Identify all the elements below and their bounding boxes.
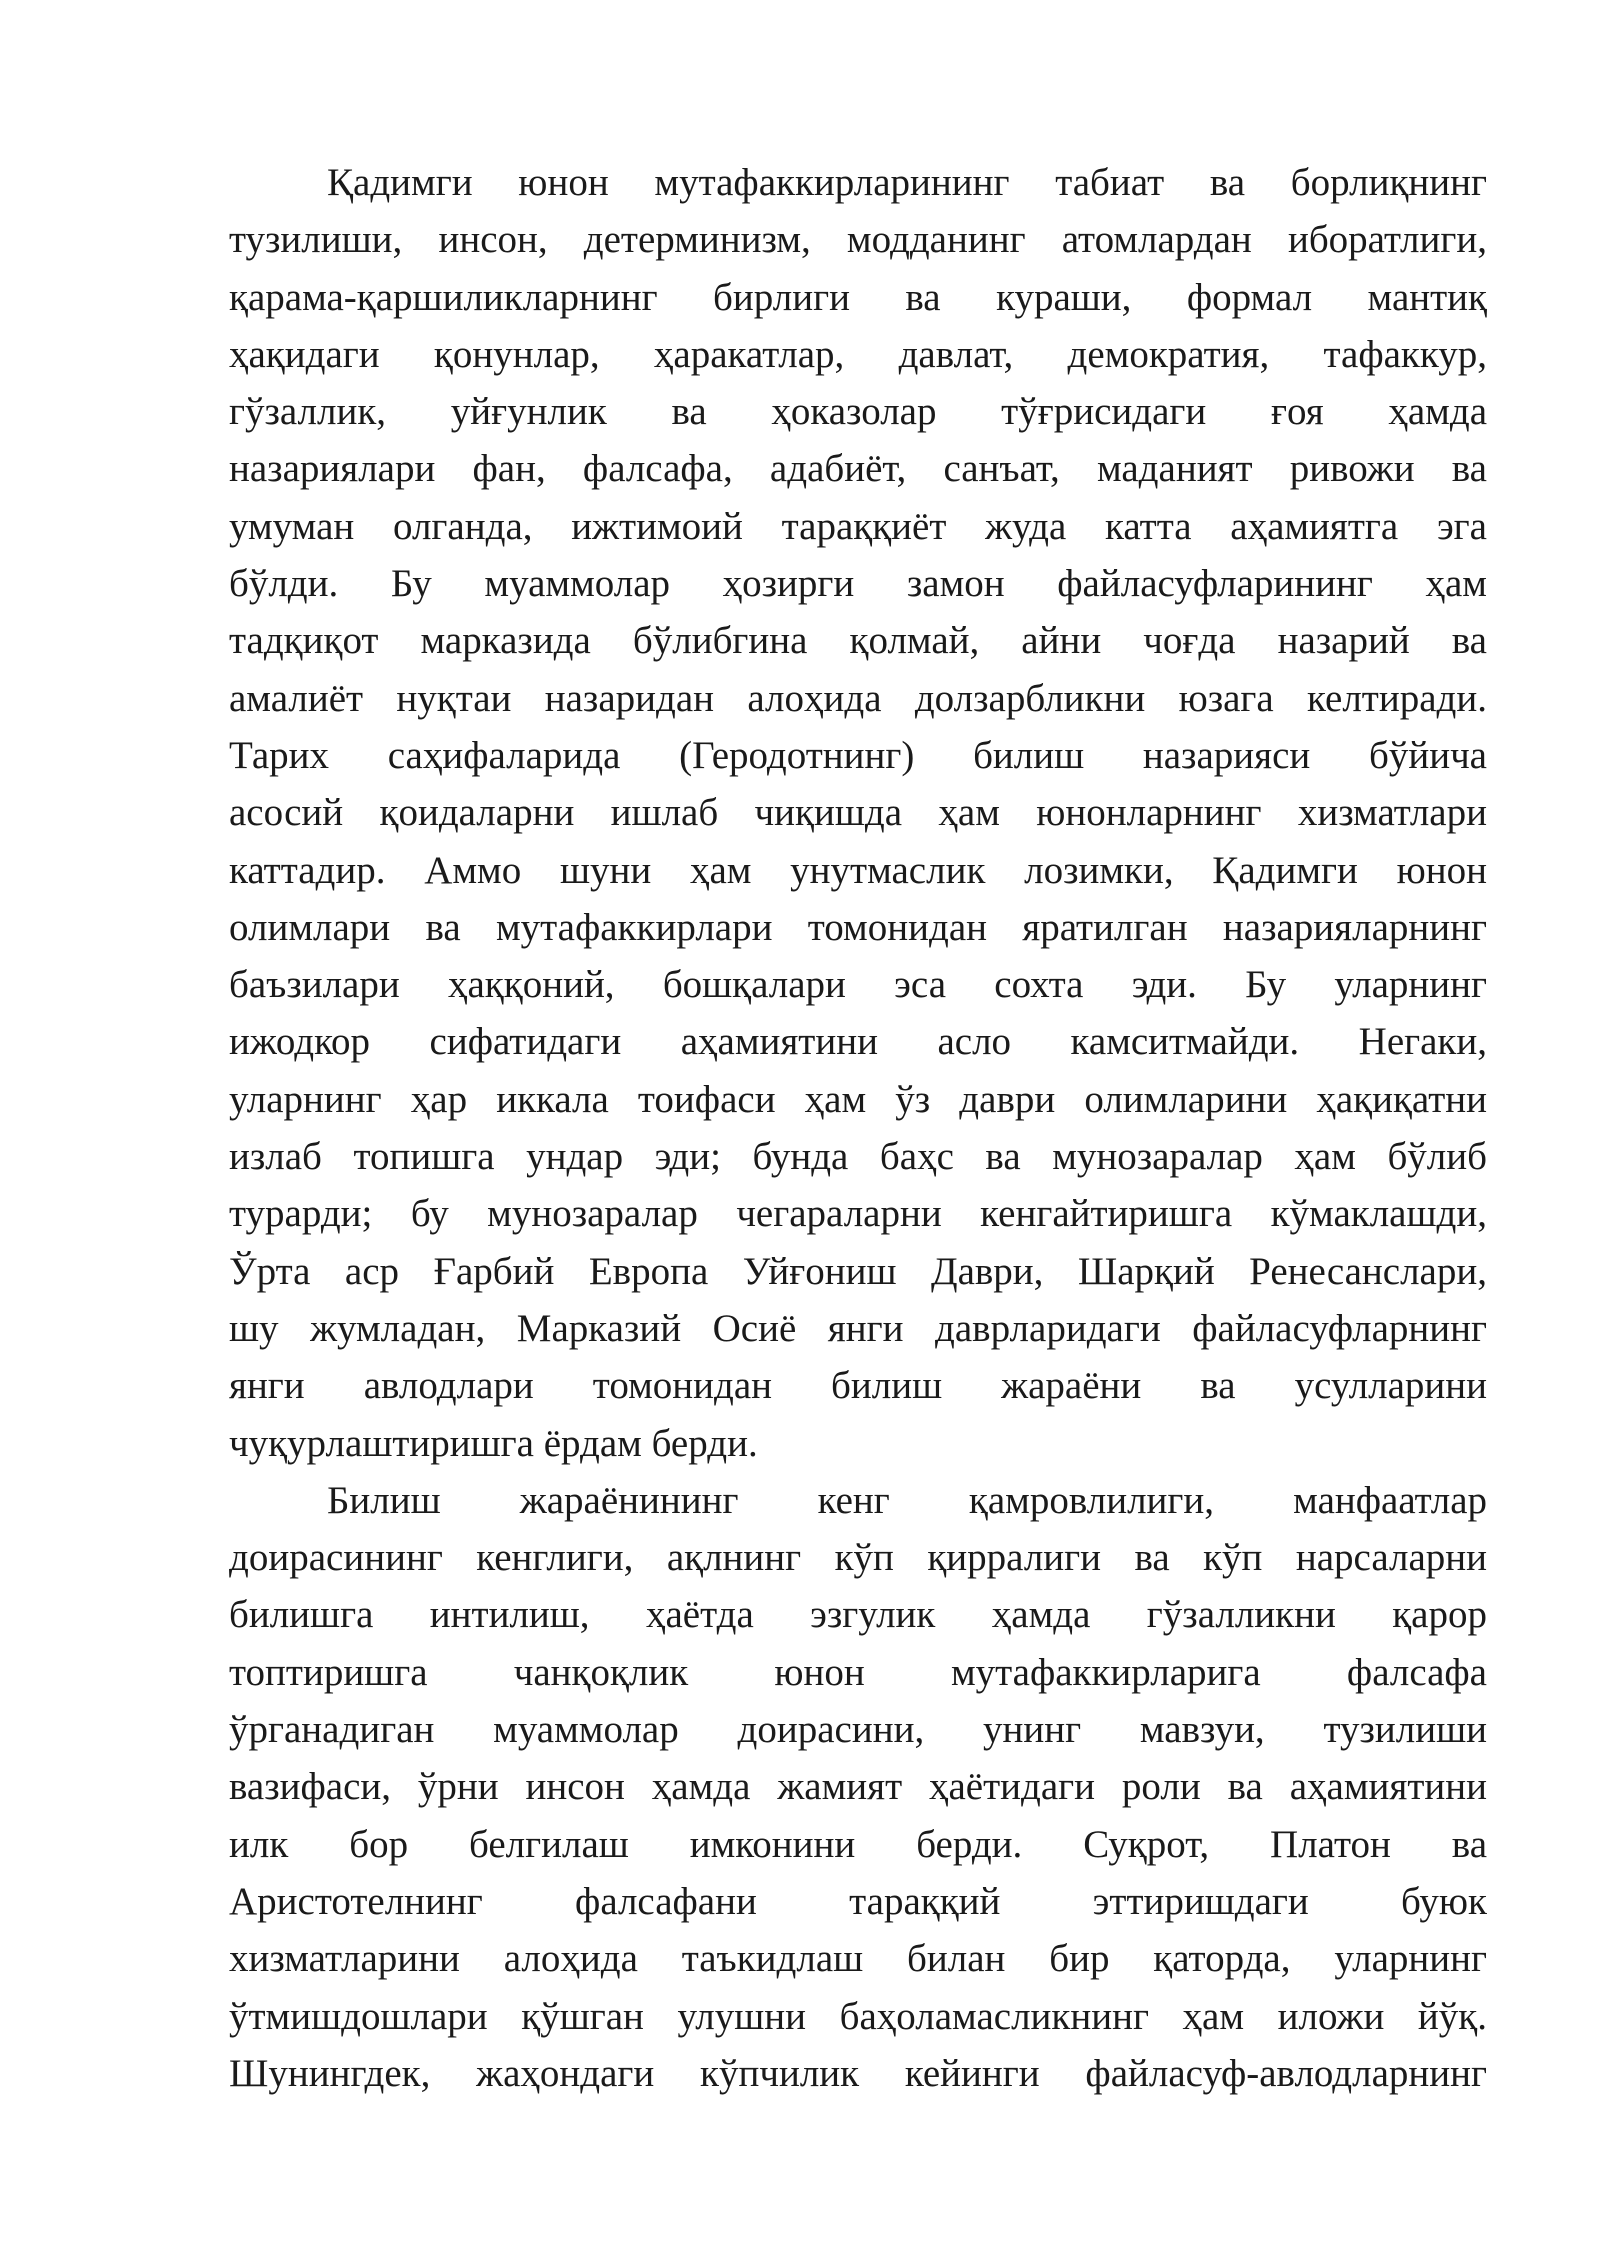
- text-line: ўтмишдошлари қўшган улушни баҳоламасликнинг ҳам иложи йўқ.: [229, 1994, 1487, 2038]
- text-line: ҳақидаги қонунлар, ҳаракатлар, давлат, демократия, тафаккур,: [229, 332, 1487, 376]
- text-line: амалиёт нуқтаи назаридан алоҳида долзарбликни юзага келтиради.: [229, 676, 1487, 720]
- text-line: гўзаллик, уйғунлик ва ҳоказолар тўғрисидаги ғоя ҳамда: [229, 390, 1487, 434]
- text-line: каттадир. Аммо шуни ҳам унутмаслик лозимки, Қадимги юнон: [229, 848, 1487, 892]
- text-line: доирасининг кенглиги, ақлнинг кўп қирралиги ва кўп нарсаларни: [229, 1536, 1487, 1580]
- text-line: топтиришга чанқоқлик юнон мутафаккирларига фалсафа: [229, 1650, 1487, 1694]
- text-line: билишга интилиш, ҳаётда эзгулик ҳамда гўзалликни қарор: [229, 1593, 1487, 1637]
- text-line: олимлари ва мутафаккирлари томонидан яратилган назарияларнинг: [229, 905, 1487, 949]
- text-line: шу жумладан, Марказий Осиё янги даврларидаги файласуфларнинг: [229, 1306, 1487, 1350]
- text-line: бўлди. Бу муаммолар ҳозирги замон файласуфларининг ҳам: [229, 562, 1487, 606]
- text-line: илк бор белгилаш имконини берди. Суқрот, Платон ва: [229, 1822, 1487, 1866]
- text-line: турарди; бу мунозаралар чегараларни кенгайтиришга кўмаклашди,: [229, 1192, 1487, 1236]
- document-body: [229, 154, 1487, 2102]
- text-line: тузилиши, инсон, детерминизм, модданинг атомлардан иборатлиги,: [229, 218, 1487, 262]
- text-line: тадқиқот марказида бўлибгина қолмай, айни чоғда назарий ва: [229, 619, 1487, 663]
- text-line: Шунингдек, жаҳондаги кўпчилик кейинги файласуф-авлодларнинг: [229, 2051, 1487, 2095]
- text-line: умуман олганда, ижтимоий тараққиёт жуда катта аҳамиятга эга: [229, 504, 1487, 548]
- text-line: Аристотелнинг фалсафани тараққий эттиришдаги буюк: [229, 1879, 1487, 1923]
- text-line: Ўрта аср Ғарбий Европа Уйғониш Даври, Шарқий Ренесанслари,: [229, 1249, 1487, 1293]
- text-line: асосий қоидаларни ишлаб чиқишда ҳам юнонларнинг хизматлари: [229, 791, 1487, 835]
- text-line: Тарих саҳифаларида (Геродотнинг) билиш назарияси бўйича: [229, 733, 1487, 777]
- text-line: баъзилари ҳаққоний, бошқалари эса сохта эди. Бу уларнинг: [229, 963, 1487, 1007]
- text-line: ўрганадиган муаммолар доирасини, унинг мавзуи, тузилиши: [229, 1708, 1487, 1752]
- paragraph-1: [229, 154, 1487, 1472]
- text-line: Қадимги юнон мутафаккирларининг табиат ва борлиқнинг: [327, 161, 1487, 204]
- text-line: қарама-қаршиликларнинг бирлиги ва кураши, формал мантиқ: [229, 275, 1487, 319]
- text-line: излаб топишга ундар эди; бунда баҳс ва мунозаралар ҳам бўлиб: [229, 1135, 1487, 1179]
- text-line: хизматларини алоҳида таъкидлаш билан бир қаторда, уларнинг: [229, 1937, 1487, 1981]
- text-line: ижодкор сифатидаги аҳамиятини асло камситмайди. Негаки,: [229, 1020, 1487, 1064]
- text-line: вазифаси, ўрни инсон ҳамда жамият ҳаётидаги роли ва аҳамиятини: [229, 1765, 1487, 1809]
- text-line: уларнинг ҳар иккала тоифаси ҳам ўз даври олимларини ҳақиқатни: [229, 1077, 1487, 1121]
- text-line: чуқурлаштиришга ёрдам берди.: [229, 1421, 758, 1465]
- text-line: янги авлодлари томонидан билиш жараёни ва усулларини: [229, 1364, 1487, 1408]
- paragraph-2: [229, 1472, 1487, 2102]
- text-line: Билиш жараёнининг кенг қамровлилиги, манфаатлар: [327, 1478, 1487, 1522]
- text-line: назариялари фан, фалсафа, адабиёт, санъат, маданият ривожи ва: [229, 447, 1487, 491]
